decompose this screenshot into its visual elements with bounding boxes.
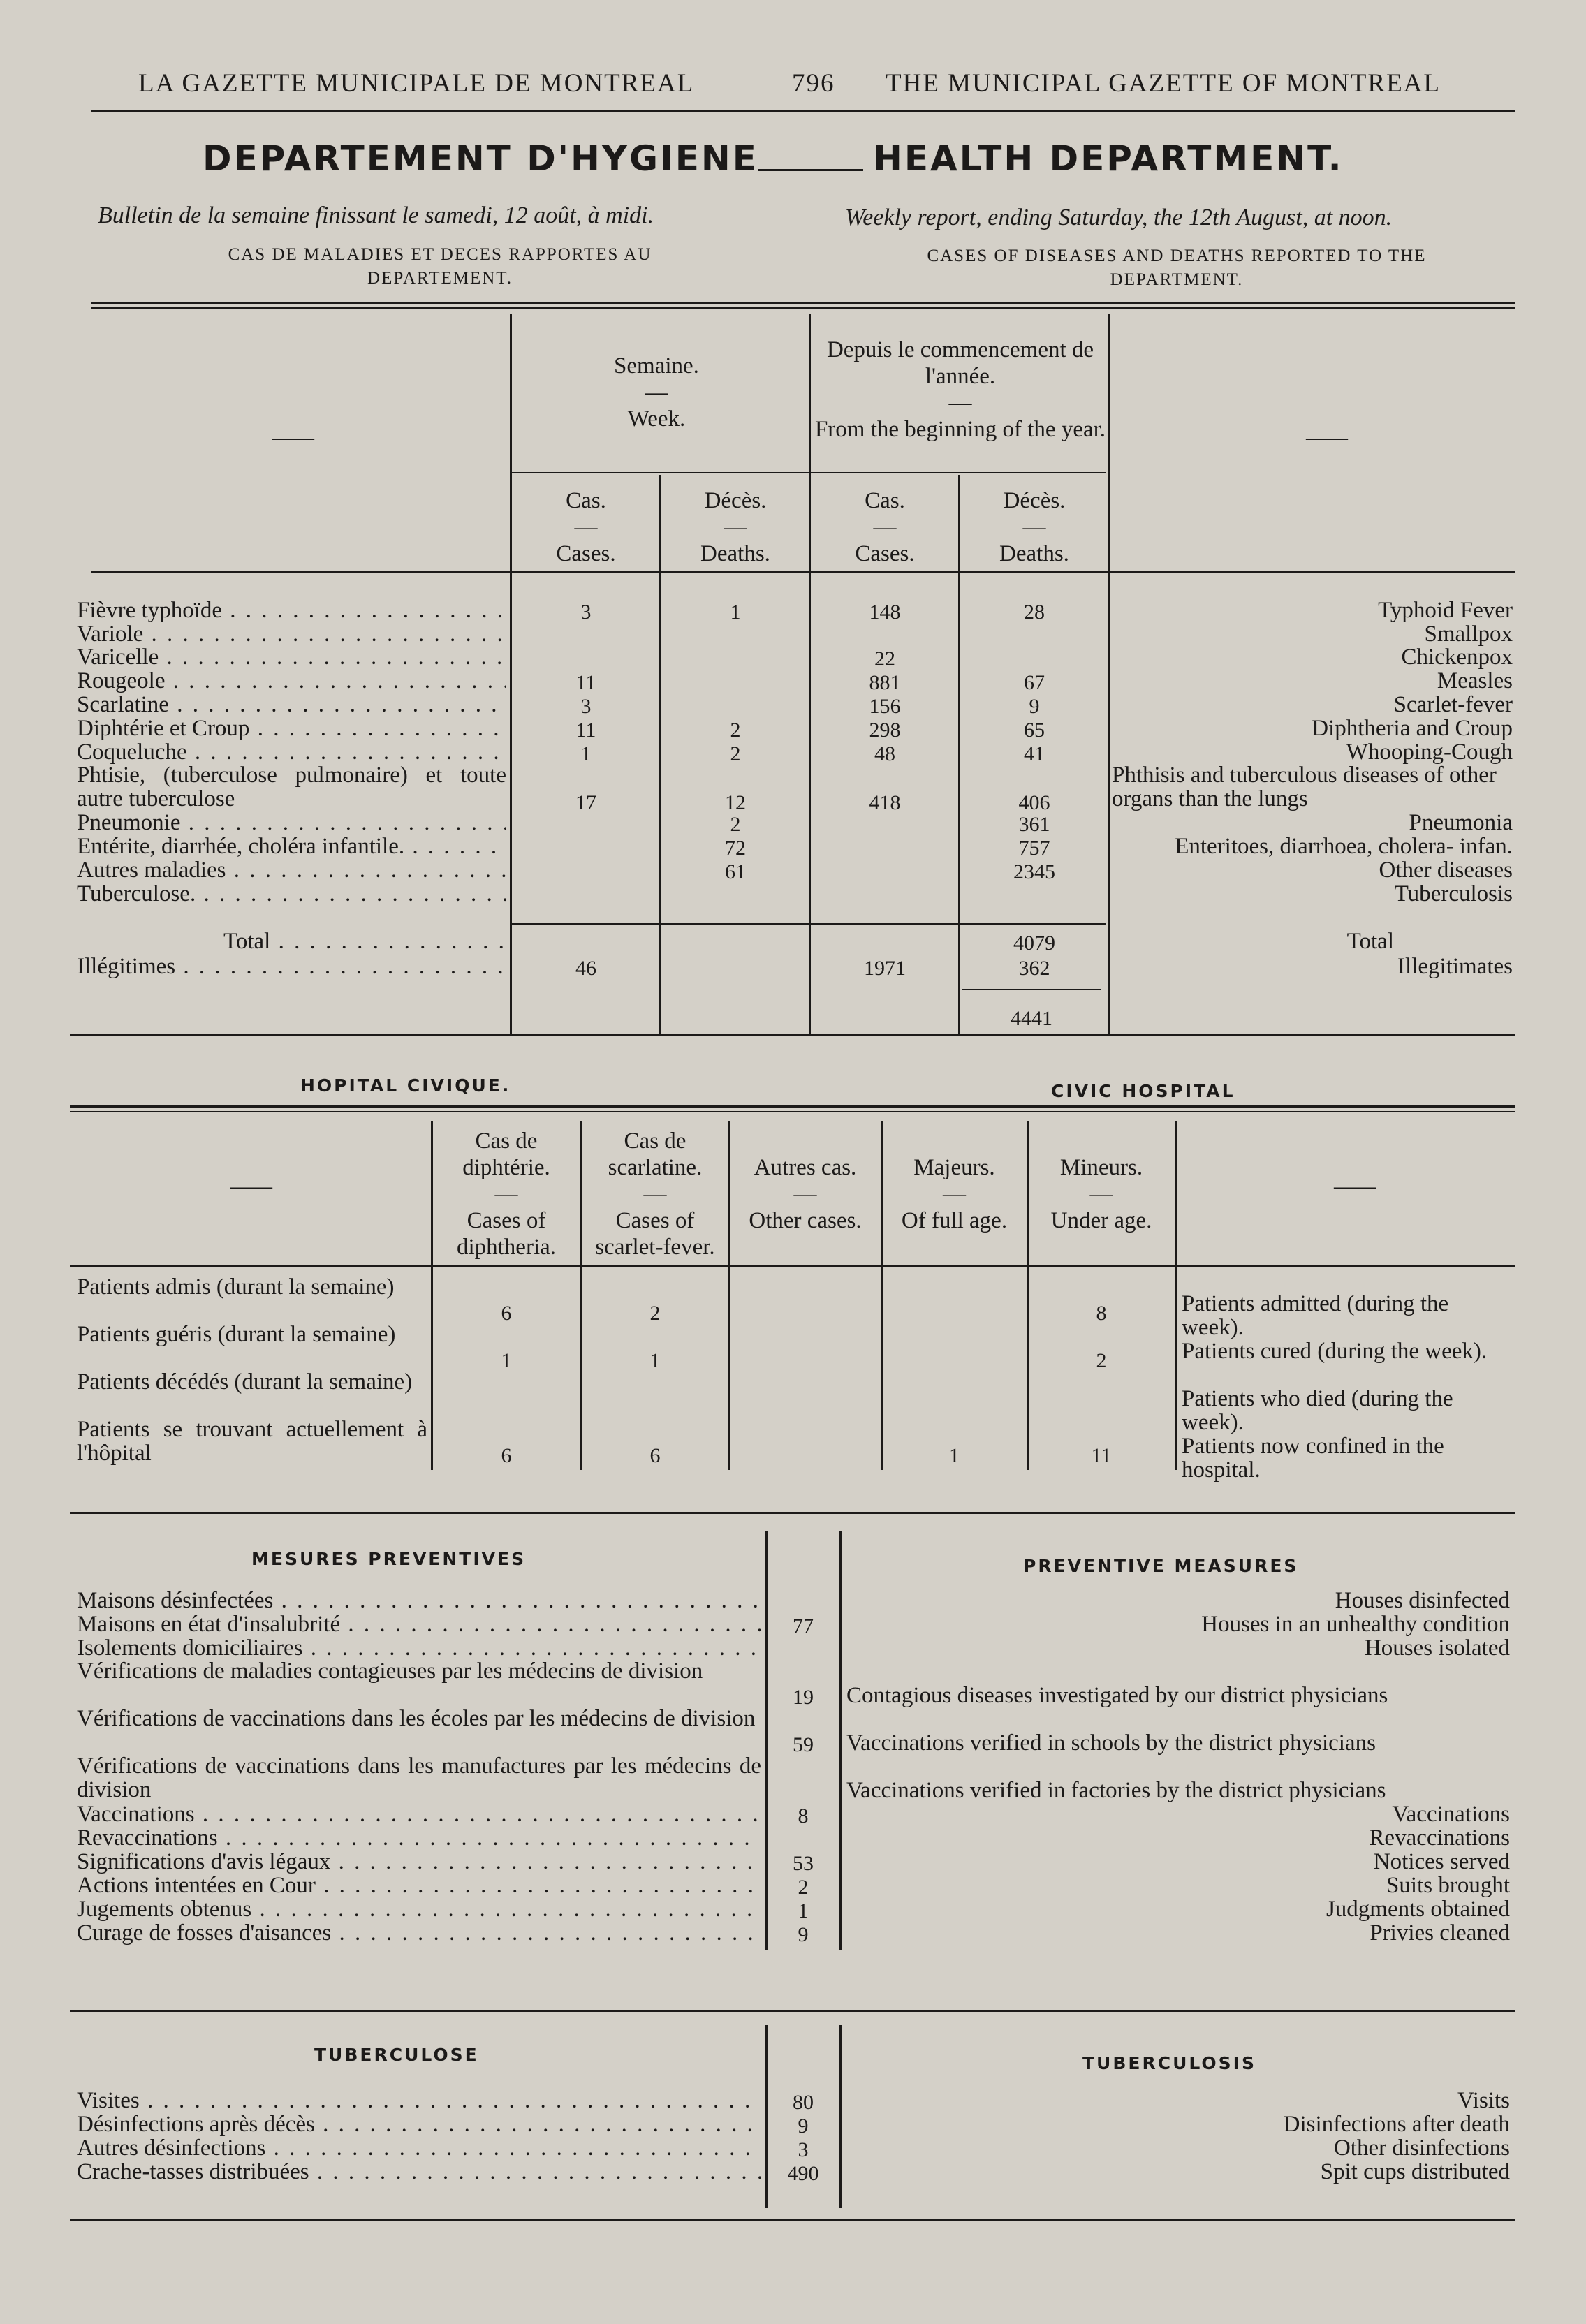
- hospital-cell: 6: [501, 1302, 512, 1325]
- disease-label-fr: Autres maladies . . .: [77, 858, 506, 883]
- disease-cell-yc: 298: [869, 719, 901, 742]
- tb-label-fr: Autres désinfections . . .: [77, 2135, 761, 2161]
- hospital-cell: 1: [501, 1349, 512, 1372]
- preventive-label-en: Houses disinfected: [1335, 1588, 1510, 1613]
- subhead-year-deaths: Décès. — Deaths.: [999, 488, 1069, 566]
- preventive-label-en: Notices served: [1373, 1849, 1510, 1874]
- caps-en: CASES OF DISEASES AND DEATHS REPORTED TO THE DEPARTMENT.: [927, 247, 1427, 289]
- hospital-label-fr: Patients se trouvant actuellement à l'hôpital: [77, 1417, 427, 1466]
- disease-label-en: Typhoid Fever: [1378, 598, 1513, 623]
- preventive-bottom-rule: [70, 2010, 1515, 2012]
- disease-label-fr: Scarlatine . . .: [77, 692, 506, 718]
- preventive-value: 2: [798, 1876, 809, 1899]
- disease-label-en: Scarlet-fever: [1393, 692, 1513, 717]
- hosp-col-minors: Mineurs. — Under age.: [1050, 1155, 1152, 1233]
- disease-cell-yc: 22: [874, 647, 895, 670]
- disease-cell-wc: 17: [575, 791, 596, 814]
- hosp-col-adults: Majeurs. — Of full age.: [901, 1155, 1008, 1233]
- hospital-header-rule: [70, 1265, 1515, 1267]
- disease-cell-yd: 41: [1024, 742, 1045, 765]
- col-divider-5: [1108, 314, 1110, 1034]
- subhead-week-deaths: Décès. — Deaths.: [700, 488, 770, 566]
- subtitle-en: Weekly report, ending Saturday, the 12th August, at noon.: [845, 205, 1393, 230]
- tb-label-fr: Visites . . .: [77, 2088, 761, 2114]
- tb-title-fr: TUBERCULOSE: [314, 2045, 479, 2065]
- col-divider-3: [809, 314, 811, 1034]
- hospital-label-en: Patients now confined in the hospital.: [1182, 1434, 1444, 1483]
- disease-label-fr: Varicelle . . .: [77, 645, 506, 670]
- disease-label-en: Tuberculosis: [1394, 881, 1513, 906]
- disease-label-fr: Variole . . .: [77, 622, 506, 647]
- hosp-divider-1: [431, 1121, 433, 1470]
- tb-label-en: Spit cups distributed: [1320, 2159, 1510, 2184]
- hospital-cell: 1: [649, 1349, 661, 1372]
- hospital-cell: 1: [949, 1444, 960, 1467]
- preventive-label-en: Vaccinations verified in factories by the district physicians: [846, 1778, 1386, 1803]
- disease-label-en: Pneumonia: [1409, 810, 1513, 835]
- dash-right: ——: [1306, 426, 1348, 449]
- tb-label-en: Visits: [1457, 2088, 1510, 2113]
- preventive-value: 8: [798, 1804, 809, 1827]
- hospital-cell: 6: [501, 1444, 512, 1467]
- hospital-cell: 11: [1091, 1444, 1112, 1467]
- caps-fr: CAS DE MALADIES ET DECES RAPPORTES AU DEPARTEMENT.: [228, 245, 652, 288]
- tb-value: 490: [787, 2162, 819, 2185]
- preventive-label-fr: Vérifications de vaccinations dans les écoles par les médecins de division: [77, 1706, 756, 1731]
- disease-label-en: Other diseases: [1379, 858, 1513, 883]
- disease-cell-yc: 48: [874, 742, 895, 765]
- tb-label-fr: Désinfections après décès . . .: [77, 2112, 761, 2138]
- disease-label-fr: Entérite, diarrhée, choléra infantile. . . .: [77, 834, 506, 860]
- hospital-cell: 2: [1096, 1349, 1107, 1372]
- disease-label-en: Phthisis and tuberculous diseases of other organs than the lungs: [1112, 763, 1497, 811]
- preventive-label-fr: Jugements obtenus . . .: [77, 1897, 761, 1922]
- hospital-label-en: Patients who died (during the week).: [1182, 1386, 1453, 1435]
- prev-divider-1: [765, 1531, 768, 1950]
- hospital-label-en: Patients cured (during the week).: [1182, 1339, 1488, 1364]
- disease-cell-wd: 1: [730, 601, 741, 624]
- preventive-label-fr: Vérifications de maladies contagieuses par les médecins de division: [77, 1659, 703, 1684]
- tb-value: 80: [793, 2091, 814, 2114]
- prev-divider-2: [839, 1531, 842, 1950]
- running-header-en: THE MUNICIPAL GAZETTE OF MONTREAL: [886, 69, 1441, 98]
- hosp-divider-6: [1175, 1121, 1177, 1470]
- hospital-cell: 8: [1096, 1302, 1107, 1325]
- illegit-year-cases: 1971: [864, 957, 906, 980]
- preventive-value: 59: [793, 1733, 814, 1756]
- subhead-week-cases: Cas. — Cases.: [556, 488, 616, 566]
- preventive-label-en: Contagious diseases investigated by our district physicians: [846, 1683, 1388, 1708]
- disease-cell-yc: 418: [869, 791, 901, 814]
- hospital-title-en: CIVIC HOSPITAL: [1051, 1081, 1235, 1101]
- total-year-deaths: 4079: [1013, 932, 1055, 955]
- title-dash: [758, 169, 863, 171]
- disease-label-en: Measles: [1437, 668, 1513, 693]
- disease-cell-wd: 2: [730, 742, 741, 765]
- preventive-label-fr: Curage de fosses d'aisances . . .: [77, 1920, 761, 1946]
- disease-label-fr: Diphtérie et Croup . . .: [77, 716, 506, 742]
- disease-label-fr: Tuberculose. . . .: [77, 881, 506, 907]
- disease-label-fr: Coqueluche . . .: [77, 740, 506, 765]
- hosp-divider-5: [1027, 1121, 1029, 1470]
- hospital-rule-top-2: [70, 1111, 1515, 1112]
- disease-cell-wd: 61: [725, 860, 746, 883]
- disease-cell-yd: 2345: [1013, 860, 1055, 883]
- preventive-value: 9: [798, 1923, 809, 1946]
- preventive-value: 1: [798, 1899, 809, 1922]
- preventive-label-en: Houses isolated: [1364, 1635, 1510, 1661]
- preventive-label-en: Suits brought: [1386, 1873, 1510, 1898]
- subhead-year-cases: Cas. — Cases.: [855, 488, 915, 566]
- col-divider-1: [510, 314, 512, 1034]
- hosp-col-other: Autres cas. — Other cases.: [749, 1155, 862, 1233]
- tb-label-en: Other disinfections: [1333, 2135, 1510, 2161]
- disease-cell-wd: 2: [730, 813, 741, 836]
- hospital-bottom-rule: [70, 1512, 1515, 1514]
- preventive-label-fr: Isolements domiciliaires . . .: [77, 1635, 761, 1661]
- total-label-en: Total: [1346, 929, 1394, 954]
- illegit-week-cases: 46: [575, 957, 596, 980]
- hospital-label-en: Patients admitted (during the week).: [1182, 1291, 1449, 1340]
- preventive-label-fr: Vaccinations . . .: [77, 1802, 761, 1827]
- disease-cell-yc: 148: [869, 601, 901, 624]
- disease-label-en: Chickenpox: [1401, 645, 1513, 670]
- preventive-label-en: Houses in an unhealthy condition: [1201, 1612, 1510, 1637]
- disease-cell-yd: 28: [1024, 601, 1045, 624]
- title-en: HEALTH DEPARTMENT.: [873, 138, 1344, 179]
- disease-label-en: Enteritoes, diarrhoea, cholera- infan.: [1175, 834, 1513, 859]
- dash-left: ——: [272, 426, 314, 449]
- hosp-dash-left: ——: [230, 1175, 272, 1198]
- disease-cell-yd: 757: [1018, 837, 1050, 860]
- hosp-col-diphtheria: Cas de diphtérie. — Cases of diphtheria.: [456, 1128, 557, 1260]
- grand-total: 4441: [1011, 1007, 1052, 1030]
- hospital-cell: 6: [649, 1444, 661, 1467]
- grand-total-rule: [962, 989, 1101, 990]
- running-header-fr: LA GAZETTE MUNICIPALE DE MONTREAL: [138, 69, 695, 98]
- disease-label-fr: Phtisie, (tuberculose pulmonaire) et toute autre tuberculose: [77, 763, 506, 811]
- tb-value: 9: [798, 2115, 809, 2138]
- preventive-value: 53: [793, 1852, 814, 1875]
- disease-cell-wc: 3: [580, 695, 592, 718]
- disease-cell-yc: 881: [869, 671, 901, 694]
- hosp-divider-4: [881, 1121, 883, 1470]
- header-rule: [91, 110, 1515, 112]
- tb-label-en: Disinfections after death: [1283, 2112, 1510, 2137]
- tb-value: 3: [798, 2138, 809, 2161]
- disease-cell-wc: 1: [580, 742, 592, 765]
- tb-bottom-rule: [70, 2219, 1515, 2221]
- preventive-label-fr: Actions intentées en Cour . . .: [77, 1873, 761, 1899]
- hospital-title-fr: HOPITAL CIVIQUE.: [300, 1075, 511, 1096]
- disease-cell-wd: 72: [725, 837, 746, 860]
- disease-cell-wc: 3: [580, 601, 592, 624]
- preventive-label-fr: Revaccinations . . .: [77, 1825, 761, 1851]
- disease-cell-yc: 156: [869, 695, 901, 718]
- preventive-label-fr: Maisons en état d'insalubrité . . .: [77, 1612, 761, 1638]
- disease-label-en: Whooping-Cough: [1346, 740, 1513, 765]
- preventive-label-en: Vaccinations: [1392, 1802, 1510, 1827]
- disease-label-en: Smallpox: [1424, 622, 1513, 647]
- disease-cell-wc: 11: [575, 719, 596, 742]
- preventive-title-en: PREVENTIVE MEASURES: [1023, 1556, 1299, 1576]
- page-number: 796: [792, 69, 835, 98]
- tb-divider-1: [765, 2025, 768, 2208]
- disease-cell-yd: 9: [1029, 695, 1040, 718]
- disease-cell-yd: 361: [1018, 813, 1050, 836]
- disease-cell-wd: 2: [730, 719, 741, 742]
- preventive-label-fr: Vérifications de vaccinations dans les manufactures par les médecins de division: [77, 1753, 761, 1802]
- illegit-label-en: Illegitimates: [1397, 954, 1513, 979]
- hospital-cell: 2: [649, 1302, 661, 1325]
- disease-cell-yd: 65: [1024, 719, 1045, 742]
- header-bottom-rule: [91, 571, 1515, 573]
- disease-cell-wc: 11: [575, 671, 596, 694]
- tb-title-en: TUBERCULOSIS: [1082, 2053, 1256, 2073]
- disease-cell-yd: 67: [1024, 671, 1045, 694]
- hosp-divider-2: [580, 1121, 582, 1470]
- hospital-label-fr: Patients décédés (durant la semaine): [77, 1369, 413, 1395]
- illegit-year-deaths: 362: [1018, 957, 1050, 980]
- section-rule-top: [91, 302, 1515, 304]
- disease-label-fr: Fièvre typhoïde . . .: [77, 598, 506, 624]
- diseases-bottom-rule: [70, 1034, 1515, 1036]
- hosp-divider-3: [728, 1121, 730, 1470]
- hospital-rule-top: [70, 1105, 1515, 1108]
- subheader-rule: [512, 472, 1106, 473]
- disease-label-fr: Rougeole . . .: [77, 668, 506, 694]
- preventive-label-en: Revaccinations: [1369, 1825, 1510, 1851]
- disease-label-en: Diphtheria and Croup: [1312, 716, 1513, 741]
- preventive-label-en: Privies cleaned: [1370, 1920, 1510, 1946]
- title-fr: DEPARTEMENT D'HYGIENE: [203, 138, 758, 179]
- col-divider-4: [958, 475, 960, 1034]
- preventive-label-fr: Maisons désinfectées . . .: [77, 1588, 761, 1614]
- tb-label-fr: Crache-tasses distribuées . . .: [77, 2159, 761, 2185]
- section-rule-top-2: [91, 307, 1515, 309]
- hosp-dash-right: ——: [1334, 1175, 1376, 1198]
- hosp-col-scarlet: Cas de scarlatine. — Cases of scarlet-fever.: [595, 1128, 715, 1260]
- tb-divider-2: [839, 2025, 842, 2208]
- disease-cell-wd: 12: [725, 791, 746, 814]
- year-header: Depuis le commencement de l'année. — From the beginning of the year.: [814, 337, 1106, 442]
- total-rule: [512, 923, 1106, 925]
- preventive-label-fr: Significations d'avis légaux . . .: [77, 1849, 761, 1875]
- subtitle-fr: Bulletin de la semaine finissant le samedi, 12 août, à midi.: [98, 203, 654, 228]
- preventive-value: 77: [793, 1615, 814, 1638]
- col-divider-2: [659, 475, 661, 1034]
- illegit-label-fr: Illégitimes . . .: [77, 954, 506, 980]
- disease-label-fr: Pneumonie . . .: [77, 810, 506, 836]
- preventive-title-fr: MESURES PREVENTIVES: [251, 1549, 527, 1569]
- preventive-label-en: Judgments obtained: [1326, 1897, 1510, 1922]
- hospital-label-fr: Patients admis (durant la semaine): [77, 1274, 395, 1300]
- total-label-fr: Total . . .: [223, 929, 506, 955]
- preventive-value: 19: [793, 1686, 814, 1709]
- disease-cell-yd: 406: [1018, 791, 1050, 814]
- week-header: Semaine. — Week.: [614, 353, 699, 432]
- preventive-label-en: Vaccinations verified in schools by the district physicians: [846, 1730, 1376, 1756]
- hospital-label-fr: Patients guéris (durant la semaine): [77, 1322, 396, 1347]
